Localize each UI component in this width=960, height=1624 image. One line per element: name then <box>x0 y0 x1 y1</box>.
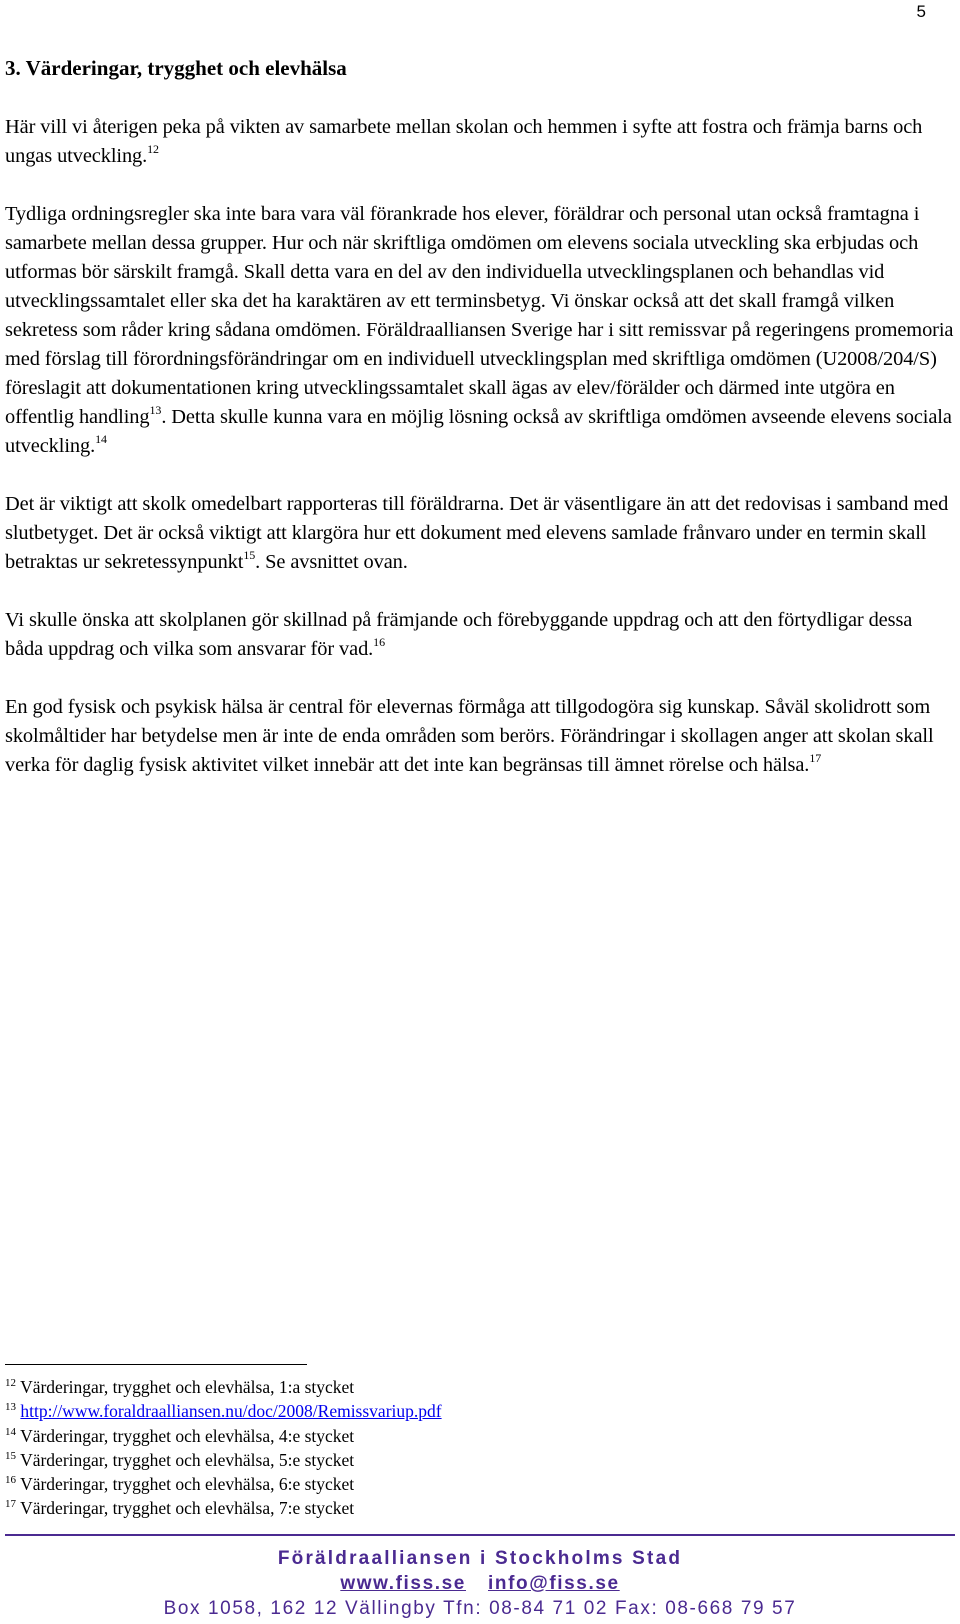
footnote-text: Värderingar, trygghet och elevhälsa, 5:e stycket <box>20 1449 355 1470</box>
footnote-number: 17 <box>5 1498 16 1511</box>
paragraph-2-text-a: Tydliga ordningsregler ska inte bara vara väl förankrade hos elever, föräldrar och personal utan också framtagna i samarbete mellan dessa grupper. Hur och när skriftliga omdömen om elevens sociala utveckling ska erbjudas och utformas bör särskilt framgå. Skall detta vara en del av den individuella utvecklingsplanen och behandlas vid utvecklingssamtalet eller ska det ha karaktären av ett terminsbetyg. Vi önskar också att det skall framgå vilken sekretess som råder kring sådana omdömen. Föräldraalliansen Sverige har i sitt remissvar på regeringens promemoria med förslag till förordningsförändringar om en individuell utvecklingsplan med skriftliga omdömen (U2008/204/S) föreslagit att dokumentationen kring utvecklingssamtalet skall ägas av elev/förälder och därmed inte utgöra en offentlig handling <box>5 203 954 428</box>
footnote-12 <box>5 1375 442 1399</box>
footnote-13 <box>5 1399 442 1423</box>
paragraph-3-text-b: . Se avsnittet ovan. <box>255 551 408 573</box>
paragraph-1 <box>5 113 955 171</box>
footnote-number: 13 <box>5 1401 16 1414</box>
footnote-ref-12[interactable]: 12 <box>147 142 159 156</box>
footer-links <box>0 1571 960 1596</box>
footnote-number: 12 <box>5 1377 16 1389</box>
footer-organization: Föräldraalliansen i Stockholms Stad <box>277 1548 683 1569</box>
page-number: 5 <box>916 2 926 21</box>
body-text <box>5 113 955 809</box>
footnote-ref-17[interactable]: 17 <box>809 751 822 765</box>
footnote-ref-16[interactable]: 16 <box>373 635 385 649</box>
footnote-number: 16 <box>5 1474 16 1487</box>
paragraph-4 <box>5 606 955 664</box>
paragraph-3-text-a: Det är viktigt att skolk omedelbart rapporteras till föräldrarna. Det är väsentligare än att det redovisas i samband med slutbetyget. Det är också viktigt att klargöra hur ett dokument med elevens samlade frånvaro under en termin skall betraktas ur sekretessynpunkt <box>5 493 949 573</box>
paragraph-2 <box>5 200 955 461</box>
footer-divider <box>5 1534 955 1536</box>
footnote-number: 14 <box>5 1425 16 1438</box>
paragraph-3 <box>5 490 955 577</box>
footnote-17 <box>5 1496 442 1520</box>
footer-website-link[interactable]: www.fiss.se <box>340 1573 466 1594</box>
section-heading: 3. Värderingar, trygghet och elevhälsa <box>5 56 347 80</box>
footnote-15 <box>5 1448 442 1472</box>
footnote-text: Värderingar, trygghet och elevhälsa, 6:e stycket <box>20 1474 355 1495</box>
footnote-text: Värderingar, trygghet och elevhälsa, 7:e stycket <box>20 1498 355 1519</box>
footnote-divider <box>5 1364 307 1365</box>
page-footer <box>0 1546 960 1621</box>
footnote-text: Värderingar, trygghet och elevhälsa, 1:a stycket <box>20 1377 355 1397</box>
paragraph-4-text: Vi skulle önska att skolplanen gör skillnad på främjande och förebyggande uppdrag och att den förtydligar dessa båda uppdrag och vilka som ansvarar för vad. <box>5 609 913 660</box>
footnote-number: 15 <box>5 1449 16 1462</box>
footnote-ref-13[interactable]: 13 <box>149 403 162 417</box>
footer-email-link[interactable]: info@fiss.se <box>487 1573 620 1594</box>
footnote-16 <box>5 1472 442 1496</box>
footnote-text: Värderingar, trygghet och elevhälsa, 4:e stycket <box>20 1425 355 1446</box>
footnote-ref-15[interactable]: 15 <box>243 548 256 562</box>
footnote-link[interactable]: http://www.foraldraalliansen.nu/doc/2008/Remissvariup.pdf <box>20 1401 442 1422</box>
paragraph-5-text: En god fysisk och psykisk hälsa är central för elevernas förmåga att tillgodogöra sig kunskap. Såväl skolidrott som skolmåltider har betydelse men är inte de enda områden som berörs. Förändringar i skollagen anger att skolan skall verka för daglig fysisk aktivitet vilket innebär att det inte kan begränsas till ämnet rörelse och hälsa. <box>5 696 934 776</box>
paragraph-1-text: Här vill vi återigen peka på vikten av samarbete mellan skolan och hemmen i syfte att fostra och främja barns och ungas utveckling. <box>5 116 923 167</box>
footnotes <box>5 1375 442 1521</box>
paragraph-2-text-b: . Detta skulle kunna vara en möjlig lösning också av skriftliga omdömen avseende elevens sociala utveckling. <box>5 406 952 457</box>
footnote-ref-14[interactable]: 14 <box>95 432 107 446</box>
footnote-14 <box>5 1424 442 1448</box>
paragraph-5 <box>5 693 955 780</box>
footer-address: Box 1058, 162 12 Vällingby Tfn: 08-84 71 02 Fax: 08-668 79 57 <box>163 1598 797 1619</box>
